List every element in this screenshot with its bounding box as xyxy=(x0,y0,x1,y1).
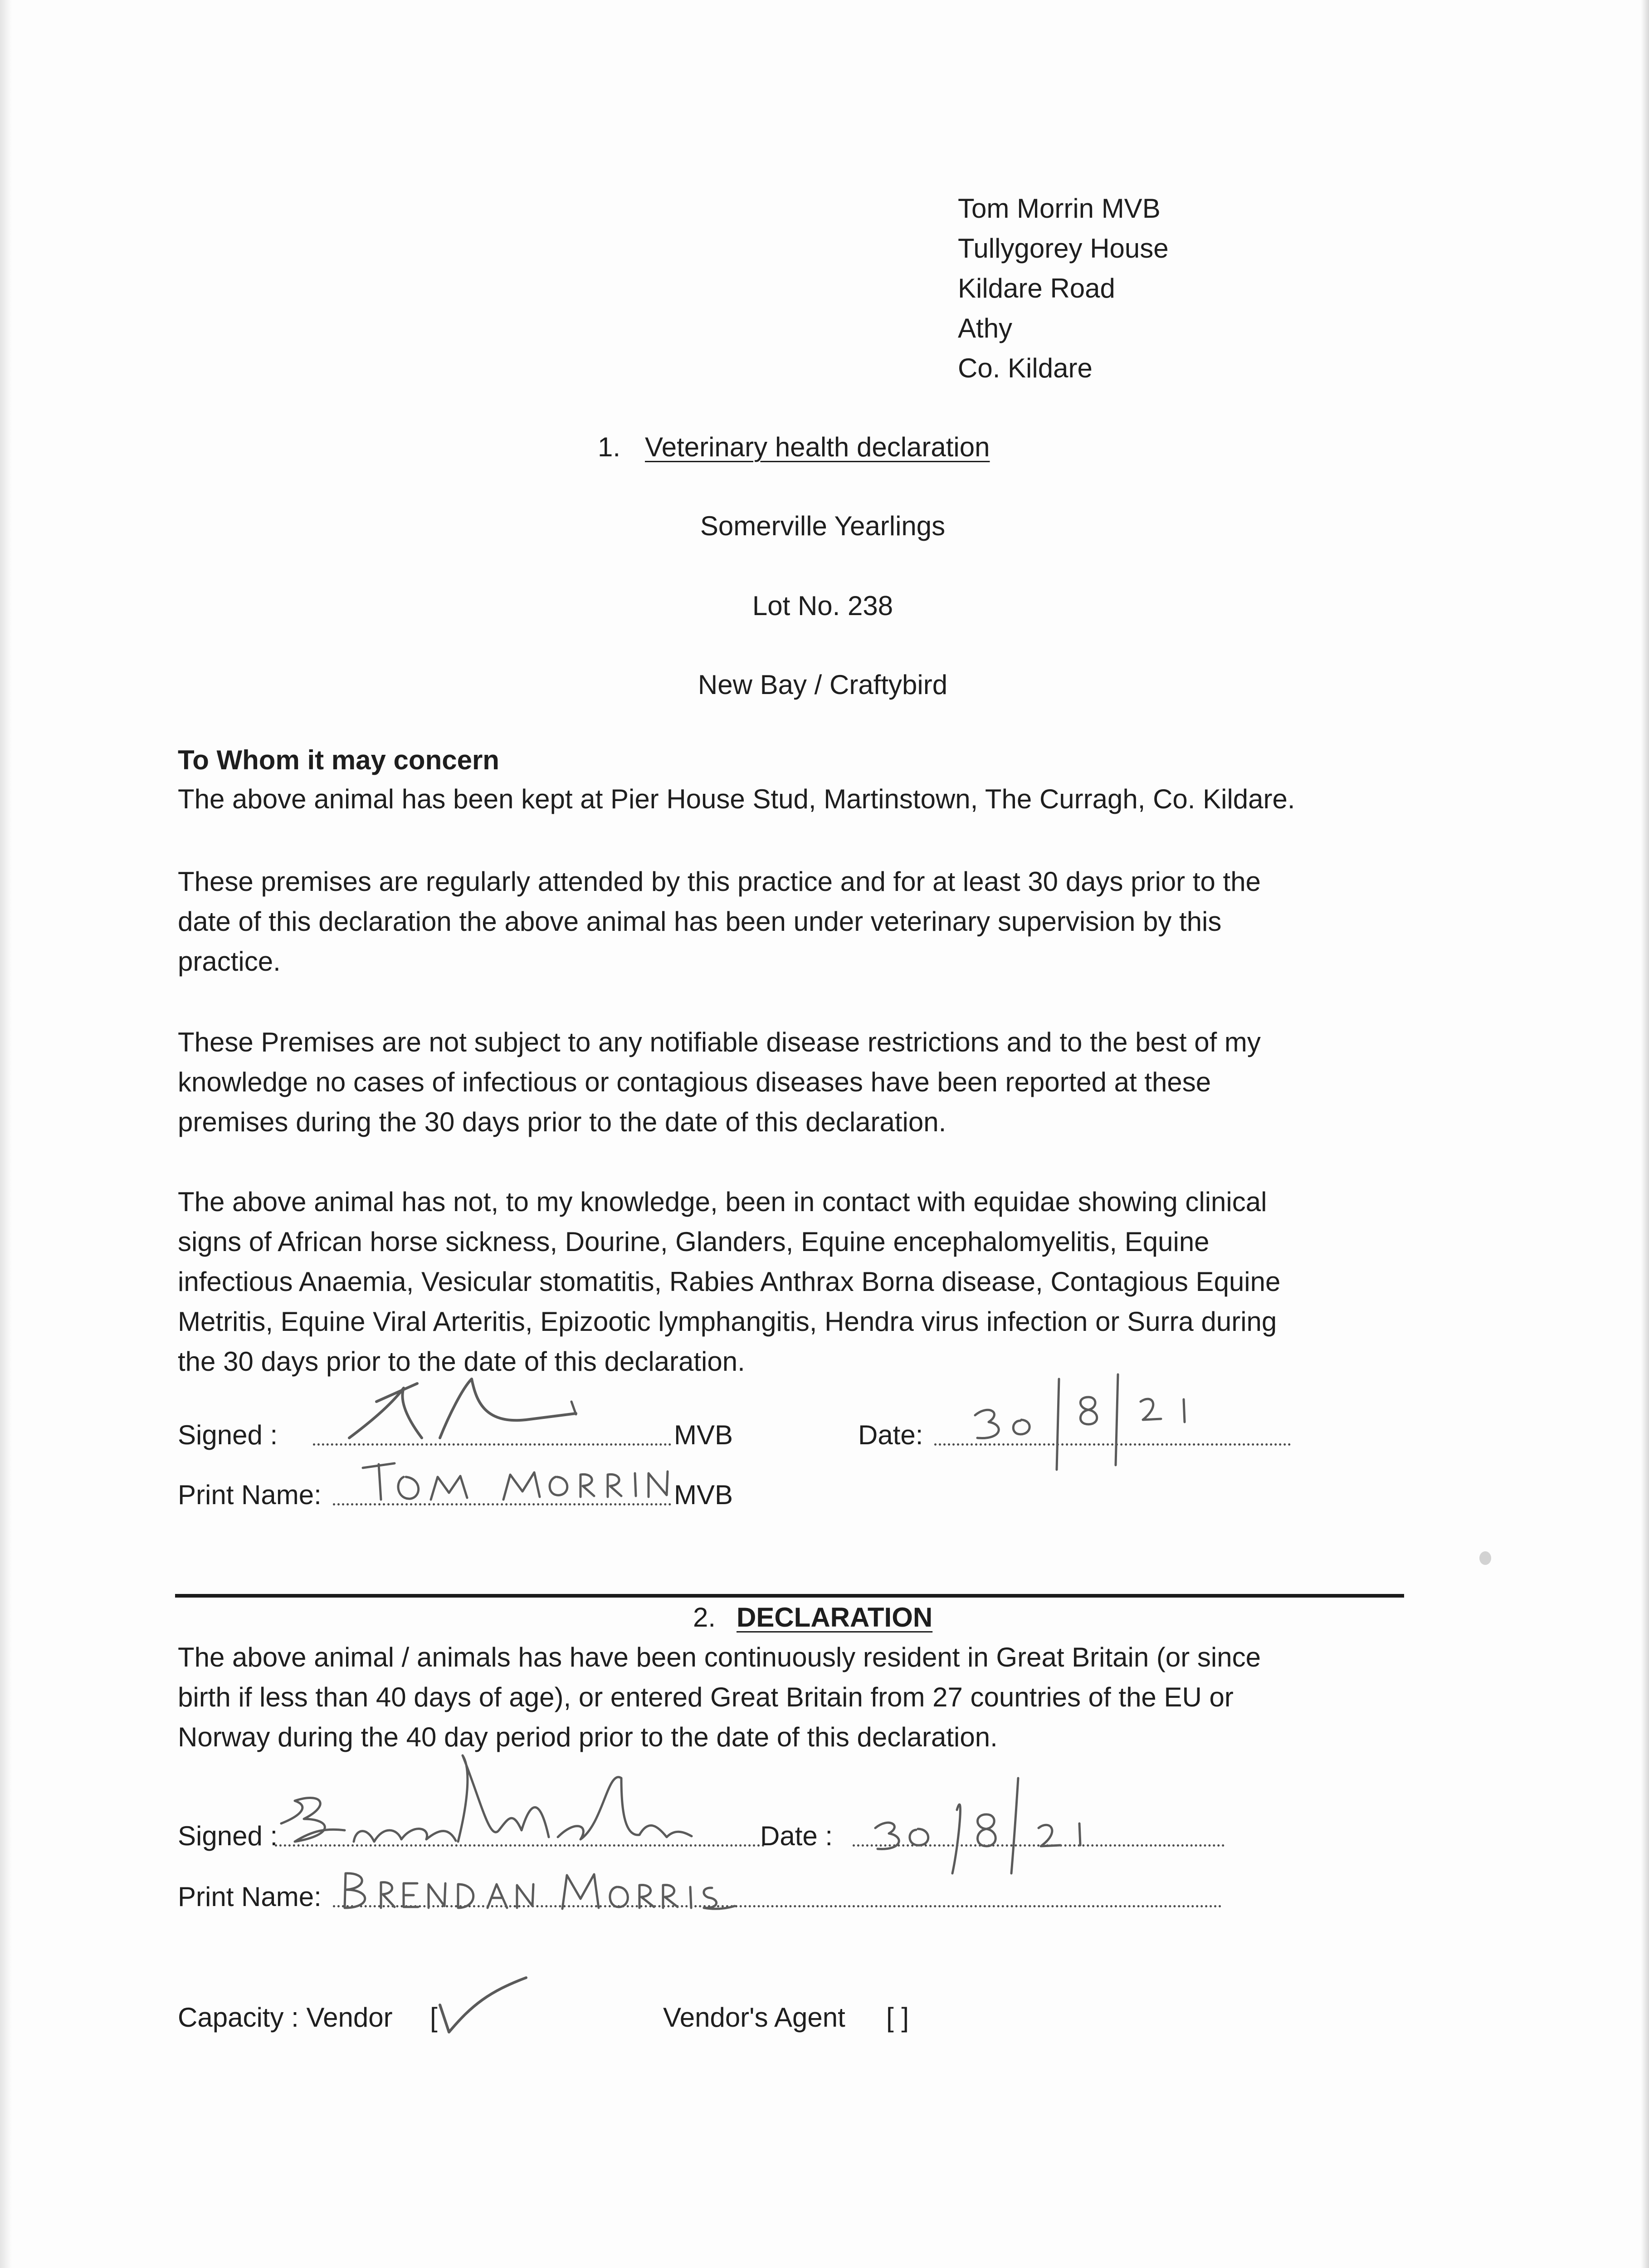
scan-edge-left xyxy=(0,0,12,2268)
section1-number: 1. xyxy=(598,432,621,462)
paragraph-line: The above animal has not, to my knowledge, been in contact with equidae showing clinical xyxy=(178,1187,1267,1217)
paragraph-contact xyxy=(178,1182,1420,1382)
vendor-agent-checkbox[interactable]: [ ] xyxy=(886,2002,909,2033)
paragraph-line: practice. xyxy=(178,946,281,977)
paragraph-line: premises during the 30 days prior to the date of this declaration. xyxy=(178,1107,946,1137)
vendor-signed-label: Signed : xyxy=(178,1821,278,1851)
paragraph-restrictions xyxy=(178,1022,1420,1142)
vendor-print-handwriting xyxy=(336,1864,834,1914)
paragraph-line: infectious Anaemia, Vesicular stomatitis, Rabies Anthrax Borna disease, Contagious Equine xyxy=(178,1266,1281,1297)
section2-title: DECLARATION xyxy=(737,1602,933,1633)
paragraph-line: Norway during the 40 day period prior to the date of this declaration. xyxy=(178,1722,998,1752)
vet-date-label: Date: xyxy=(858,1420,923,1450)
scan-edge-right xyxy=(1641,0,1649,2268)
vet-print-suffix: MVB xyxy=(674,1480,733,1510)
vendor-print-label: Print Name: xyxy=(178,1882,322,1912)
vendor-signature-scribble xyxy=(277,1751,753,1860)
paragraph-line: Metritis, Equine Viral Arteritis, Epizootic lymphangitis, Hendra virus infection or Surra during xyxy=(178,1306,1277,1337)
lot-number: Lot No. 238 xyxy=(752,591,893,621)
vet-signed-label: Signed : xyxy=(178,1420,278,1450)
paragraph-residence xyxy=(178,1637,1420,1757)
salutation: To Whom it may concern xyxy=(178,745,499,775)
sale-name: Somerville Yearlings xyxy=(700,511,946,541)
section1-title: Veterinary health declaration xyxy=(645,432,990,462)
paragraph-line: These premises are regularly attended by this practice and for at least 30 days prior to the xyxy=(178,866,1261,897)
paragraph-line: signs of African horse sickness, Dourine, Glanders, Equine encephalomyelitis, Equine xyxy=(178,1227,1210,1257)
vet-signed-suffix: MVB xyxy=(674,1420,733,1450)
section-divider xyxy=(175,1594,1404,1598)
capacity-label: Capacity : Vendor xyxy=(178,2002,393,2033)
vendor-date-handwriting xyxy=(862,1760,1206,1878)
horse-pedigree: New Bay / Craftybird xyxy=(698,670,948,700)
vet-signature-scribble xyxy=(336,1370,590,1452)
vet-name: Tom Morrin MVB xyxy=(958,193,1161,224)
vet-print-handwriting xyxy=(354,1450,698,1509)
paragraph-line: The above animal / animals has have been continuously resident in Great Britain (or since xyxy=(178,1642,1261,1672)
paragraph-line: the 30 days prior to the date of this declaration. xyxy=(178,1346,745,1377)
address-line: Tullygorey House xyxy=(958,233,1169,264)
paragraph-line: knowledge no cases of infectious or contagious diseases have been reported at these xyxy=(178,1067,1211,1097)
paragraph-line: date of this declaration the above animal has been under veterinary supervision by this xyxy=(178,906,1222,937)
paragraph-line: The above animal has been kept at Pier House Stud, Martinstown, The Curragh, Co. Kildare. xyxy=(178,784,1295,814)
scan-speck xyxy=(1479,1551,1491,1565)
vendor-date-label: Date : xyxy=(760,1821,833,1851)
address-line: Kildare Road xyxy=(958,273,1115,303)
paragraph-premises xyxy=(178,779,1420,819)
section2-number: 2. xyxy=(693,1602,716,1633)
paragraph-line: birth if less than 40 days of age), or entered Great Britain from 27 countries of the EU or xyxy=(178,1682,1234,1712)
paragraph-supervision xyxy=(178,862,1420,982)
vendor-checkbox[interactable]: [ xyxy=(430,2002,438,2033)
vet-date-handwriting xyxy=(961,1361,1215,1483)
address-line: Co. Kildare xyxy=(958,353,1093,383)
vendor-checkmark xyxy=(435,1969,535,2041)
address-line: Athy xyxy=(958,313,1013,343)
paragraph-line: These Premises are not subject to any notifiable disease restrictions and to the best of my xyxy=(178,1027,1261,1057)
vendor-agent-label: Vendor's Agent xyxy=(663,2002,845,2033)
vet-print-label: Print Name: xyxy=(178,1480,322,1510)
